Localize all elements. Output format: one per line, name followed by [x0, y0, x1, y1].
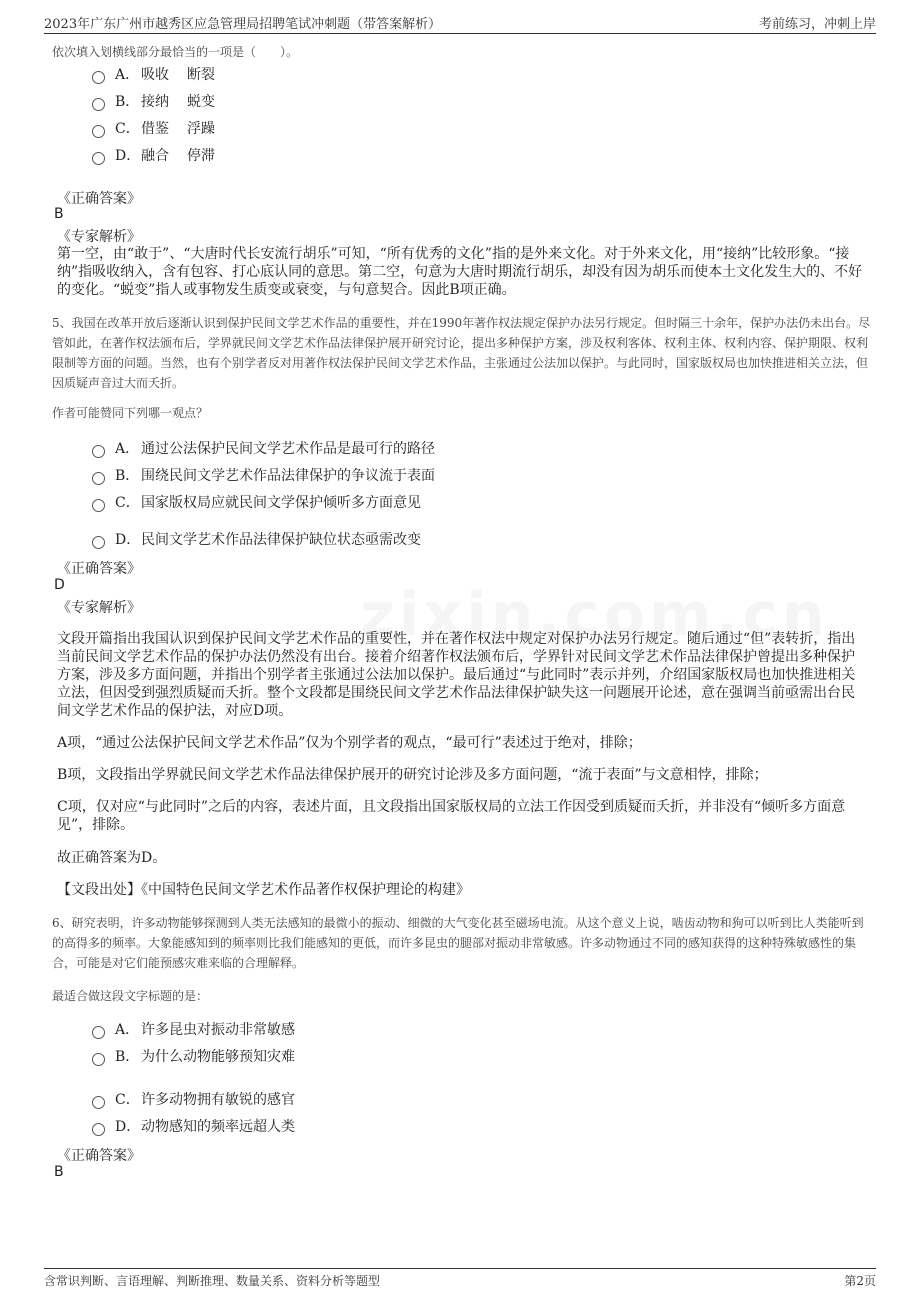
header-slogan: 考前练习，冲刺上岸 [758, 17, 876, 32]
q5-prompt: 作者可能赞同下列哪一观点？ [52, 406, 209, 420]
footer-topics: 含常识判断、言语理解、判断推理、数量关系、资料分析等题型 [44, 1274, 381, 1288]
q5-note-c: C项，仅对应“与此同时”之后的内容，表述片面，且文段指出国家版权局的立法工作因受到质疑而夭折，并非没有“倾听多方面意见”，排除。 [57, 799, 846, 833]
radio-icon[interactable] [92, 98, 105, 111]
q4-option-a[interactable]: A． 吸收 断裂 [92, 64, 215, 84]
q6-option-a[interactable]: A． 许多昆虫对振动非常敏感 [92, 1019, 295, 1039]
q5-option-d[interactable]: D． 民间文学艺术作品法律保护缺位状态亟需改变 [92, 529, 421, 549]
radio-icon[interactable] [92, 1096, 105, 1109]
q4-analysis: 第一空，由“敢于”、“大唐时代长安流行胡乐”可知，“所有优秀的文化”指的是外来文化。对于外来文化，用“接纳”比较形象。“接纳”指吸收纳入，含有包容、打心底认同的意思。第二空，句意为大唐时期流行胡乐，却没有因为胡乐而使本土文化发生大的、不好的变化。“蜕变”指人或事物发生质变或衰变，与句意契合。因此B项正确。 [57, 246, 863, 298]
q4-option-c[interactable]: C． 借鉴 浮躁 [92, 118, 215, 138]
radio-icon[interactable] [92, 536, 105, 549]
radio-icon[interactable] [92, 472, 105, 485]
q4-prompt: 依次填入划横线部分最恰当的一项是（ ）。 [52, 45, 299, 59]
page-number: 第2页 [844, 1274, 876, 1288]
document-title: 2023年广东广州市越秀区应急管理局招聘笔试冲刺题（带答案解析） [44, 17, 442, 32]
q6-option-b[interactable]: B． 为什么动物能够预知灾难 [92, 1046, 295, 1066]
page-footer [44, 1268, 876, 1290]
q5-option-c[interactable]: C． 国家版权局应就民间文学保护倾听多方面意见 [92, 492, 421, 512]
radio-icon[interactable] [92, 1123, 105, 1136]
radio-icon[interactable] [92, 71, 105, 84]
q5-answer-label: 《正确答案》 [57, 561, 141, 577]
q4-analysis-label: 《专家解析》 [57, 229, 141, 245]
q4-option-d[interactable]: D． 融合 停滞 [92, 145, 215, 165]
q6-stem: 6、研究表明，许多动物能够探测到人类无法感知的最微小的振动、细微的大气变化甚至磁场电流。从这个意义上说，啮齿动物和狗可以听到比人类能听到的高得多的频率。大象能感知到的频率则比我们能感知的更低，而许多昆虫的腿部对振动非常敏感。许多动物通过不同的感知获得的这种特殊敏感性的集合，可能是对它们能预感灾难来临的合理解释。 [52, 916, 864, 970]
q5-analysis-label: 《专家解析》 [57, 600, 141, 616]
q6-answer-label: 《正确答案》 [57, 1148, 141, 1164]
radio-icon[interactable] [92, 1053, 105, 1066]
q5-source: 【文段出处】《中国特色民间文学艺术作品著作权保护理论的构建》 [57, 882, 470, 898]
q5-option-b[interactable]: B． 围绕民间文学艺术作品法律保护的争议流于表面 [92, 465, 435, 485]
q6-answer: B [54, 1164, 64, 1180]
radio-icon[interactable] [92, 1026, 105, 1039]
q5-note-a: A项，“通过公法保护民间文学艺术作品”仅为个别学者的观点，“最可行”表述过于绝对，排除； [57, 735, 642, 751]
page-header [44, 12, 876, 34]
radio-icon[interactable] [92, 152, 105, 165]
q5-note-b: B项，文段指出学界就民间文学艺术作品法律保护展开的研究讨论涉及多方面问题，“流于表面”与文意相悖，排除； [57, 767, 768, 783]
q5-conclusion: 故正确答案为D。 [57, 850, 167, 866]
q5-stem: 5、我国在改革开放后逐渐认识到保护民间文学艺术作品的重要性，并在1990年著作权法规定保护办法另行规定。但时隔三十余年，保护办法仍未出台。尽管如此，在著作权法颁布后，学界就民间文学艺术作品法律保护展开研究讨论，提出多种保护方案，涉及权利客体、权利主体、权利内容、保护期限、权利限制等方面的问题。当然，也有个别学者反对用著作权法保护民间文学艺术作品，主张通过公法加以保护。与此同时，国家版权局也加快推进相关立法，但因质疑声音过大而夭折。 [52, 316, 871, 390]
q6-option-c[interactable]: C． 许多动物拥有敏锐的感官 [92, 1089, 295, 1109]
q6-prompt: 最适合做这段文字标题的是： [52, 989, 209, 1003]
q4-option-b[interactable]: B． 接纳 蜕变 [92, 91, 215, 111]
q6-option-d[interactable]: D． 动物感知的频率远超人类 [92, 1116, 295, 1136]
radio-icon[interactable] [92, 125, 105, 138]
q5-analysis: 文段开篇指出我国认识到保护民间文学艺术作品的重要性，并在著作权法中规定对保护办法另行规定。随后通过“但”表转折，指出当前民间文学艺术作品的保护办法仍然没有出台。接着介绍著作权法颁布后，学界针对民间文学艺术作品法律保护曾提出多种保护方案，涉及多方面问题，并指出个别学者主张通过公法加以保护。最后通过“与此同时”表示并列，介绍国家版权局也加快推进相关立法，但因受到强烈质疑而夭折。整个文段都是围绕民间文学艺术作品法律保护缺失这一问题展开论述，意在强调当前亟需出台民间文学艺术作品的保护法，对应D项。 [57, 631, 856, 719]
q5-answer: D [54, 577, 65, 593]
q4-answer: B [54, 206, 64, 222]
radio-icon[interactable] [92, 499, 105, 512]
q5-option-a[interactable]: A． 通过公法保护民间文学艺术作品是最可行的路径 [92, 438, 435, 458]
q4-answer-label: 《正确答案》 [57, 191, 141, 207]
radio-icon[interactable] [92, 445, 105, 458]
